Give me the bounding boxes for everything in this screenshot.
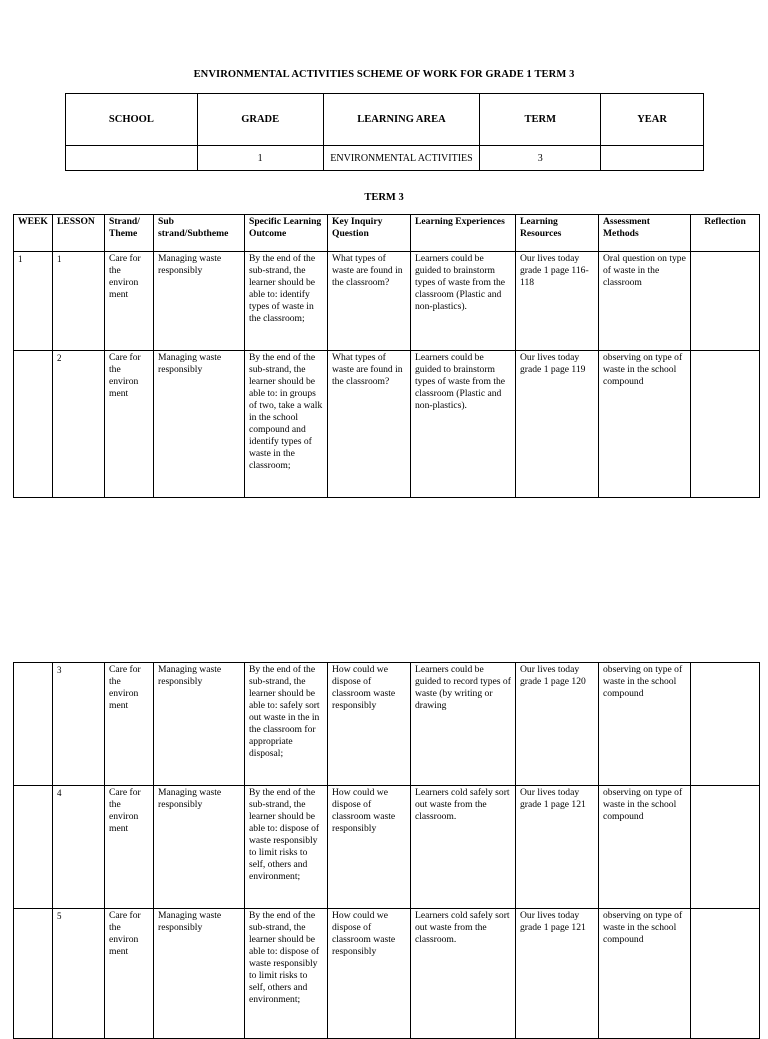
info-value-year [601, 146, 704, 171]
cell-lesson: 2 [53, 351, 105, 498]
cell-week [14, 351, 53, 498]
header-week: WEEK [14, 215, 53, 252]
cell-experiences: Learners could be guided to record types of waste (by writing or drawing [411, 663, 516, 786]
cell-outcome: By the end of the sub-strand, the learner should be able to: dispose of waste responsibly to limit risks to self, others and environment; [245, 786, 328, 909]
cell-assessment: observing on type of waste in the school compound [599, 351, 691, 498]
table-row [14, 786, 760, 909]
table-row [14, 351, 760, 498]
info-value-school [66, 146, 198, 171]
header-resources: Learning Resources [516, 215, 599, 252]
cell-assessment: observing on type of waste in the school compound [599, 663, 691, 786]
cell-substrand: Managing waste responsibly [154, 786, 245, 909]
cell-resources: Our lives today grade 1 page 121 [516, 909, 599, 1039]
cell-question: How could we dispose of classroom waste responsibly [328, 663, 411, 786]
scheme-table [13, 214, 760, 498]
cell-lesson: 4 [53, 786, 105, 909]
cell-experiences: Learners cold safely sort out waste from the classroom. [411, 909, 516, 1039]
cell-question: What types of waste are found in the classroom? [328, 252, 411, 351]
header-assessment: Assessment Methods [599, 215, 691, 252]
table-row [14, 663, 760, 786]
info-value-learning-area: ENVIRONMENTAL ACTIVITIES [323, 146, 480, 171]
table-row [14, 909, 760, 1039]
cell-resources: Our lives today grade 1 page 121 [516, 786, 599, 909]
header-question: Key Inquiry Question [328, 215, 411, 252]
cell-resources: Our lives today grade 1 page 120 [516, 663, 599, 786]
header-strand: Strand/ Theme [105, 215, 154, 252]
cell-week [14, 663, 53, 786]
cell-reflection [691, 351, 760, 498]
info-header-year: YEAR [601, 94, 704, 146]
cell-reflection [691, 663, 760, 786]
info-header-school: SCHOOL [66, 94, 198, 146]
cell-substrand: Managing waste responsibly [154, 351, 245, 498]
cell-assessment: Oral question on type of waste in the classroom [599, 252, 691, 351]
cell-resources: Our lives today grade 1 page 116-118 [516, 252, 599, 351]
cell-lesson: 3 [53, 663, 105, 786]
scheme-table-continued [13, 662, 760, 1039]
cell-experiences: Learners could be guided to brainstorm types of waste from the classroom (Plastic and non-plastics). [411, 252, 516, 351]
cell-substrand: Managing waste responsibly [154, 663, 245, 786]
cell-reflection [691, 786, 760, 909]
cell-substrand: Managing waste responsibly [154, 909, 245, 1039]
cell-question: How could we dispose of classroom waste responsibly [328, 786, 411, 909]
cell-outcome: By the end of the sub-strand, the learner should be able to: in groups of two, take a walk in the school compound and identify types of waste in the classroom; [245, 351, 328, 498]
cell-outcome: By the end of the sub-strand, the learner should be able to: safely sort out waste in the in the classroom for appropriate disposal; [245, 663, 328, 786]
cell-assessment: observing on type of waste in the school compound [599, 786, 691, 909]
cell-reflection [691, 909, 760, 1039]
info-table [65, 93, 704, 171]
info-header-learning-area: LEARNING AREA [323, 94, 480, 146]
header-substrand: Sub strand/Subtheme [154, 215, 245, 252]
scheme-header-row [14, 215, 760, 252]
cell-resources: Our lives today grade 1 page 119 [516, 351, 599, 498]
cell-outcome: By the end of the sub-strand, the learner should be able to: dispose of waste responsibly to limit risks to self, others and environment; [245, 909, 328, 1039]
header-reflection: Reflection [691, 215, 760, 252]
document-title: ENVIRONMENTAL ACTIVITIES SCHEME OF WORK FOR GRADE 1 TERM 3 [193, 69, 575, 80]
cell-strand: Care for the environ ment [105, 786, 154, 909]
info-value-term: 3 [480, 146, 601, 171]
cell-question: What types of waste are found in the classroom? [328, 351, 411, 498]
cell-question: How could we dispose of classroom waste responsibly [328, 909, 411, 1039]
info-value-row [66, 146, 704, 171]
cell-strand: Care for the environ ment [105, 909, 154, 1039]
cell-experiences: Learners cold safely sort out waste from the classroom. [411, 786, 516, 909]
cell-strand: Care for the environ ment [105, 252, 154, 351]
cell-experiences: Learners could be guided to brainstorm types of waste from the classroom (Plastic and non-plastics). [411, 351, 516, 498]
cell-week [14, 909, 53, 1039]
cell-strand: Care for the environ ment [105, 351, 154, 498]
cell-outcome: By the end of the sub-strand, the learner should be able to: identify types of waste in the classroom; [245, 252, 328, 351]
cell-week: 1 [14, 252, 53, 351]
header-outcome: Specific Learning Outcome [245, 215, 328, 252]
header-experiences: Learning Experiences [411, 215, 516, 252]
cell-assessment: observing on type of waste in the school compound [599, 909, 691, 1039]
term-label: TERM 3 [364, 192, 404, 203]
cell-lesson: 1 [53, 252, 105, 351]
cell-substrand: Managing waste responsibly [154, 252, 245, 351]
table-row [14, 252, 760, 351]
info-header-grade: GRADE [197, 94, 323, 146]
info-header-term: TERM [480, 94, 601, 146]
cell-week [14, 786, 53, 909]
header-lesson: LESSON [53, 215, 105, 252]
info-header-row [66, 94, 704, 146]
cell-reflection [691, 252, 760, 351]
cell-strand: Care for the environ ment [105, 663, 154, 786]
info-value-grade: 1 [197, 146, 323, 171]
cell-lesson: 5 [53, 909, 105, 1039]
